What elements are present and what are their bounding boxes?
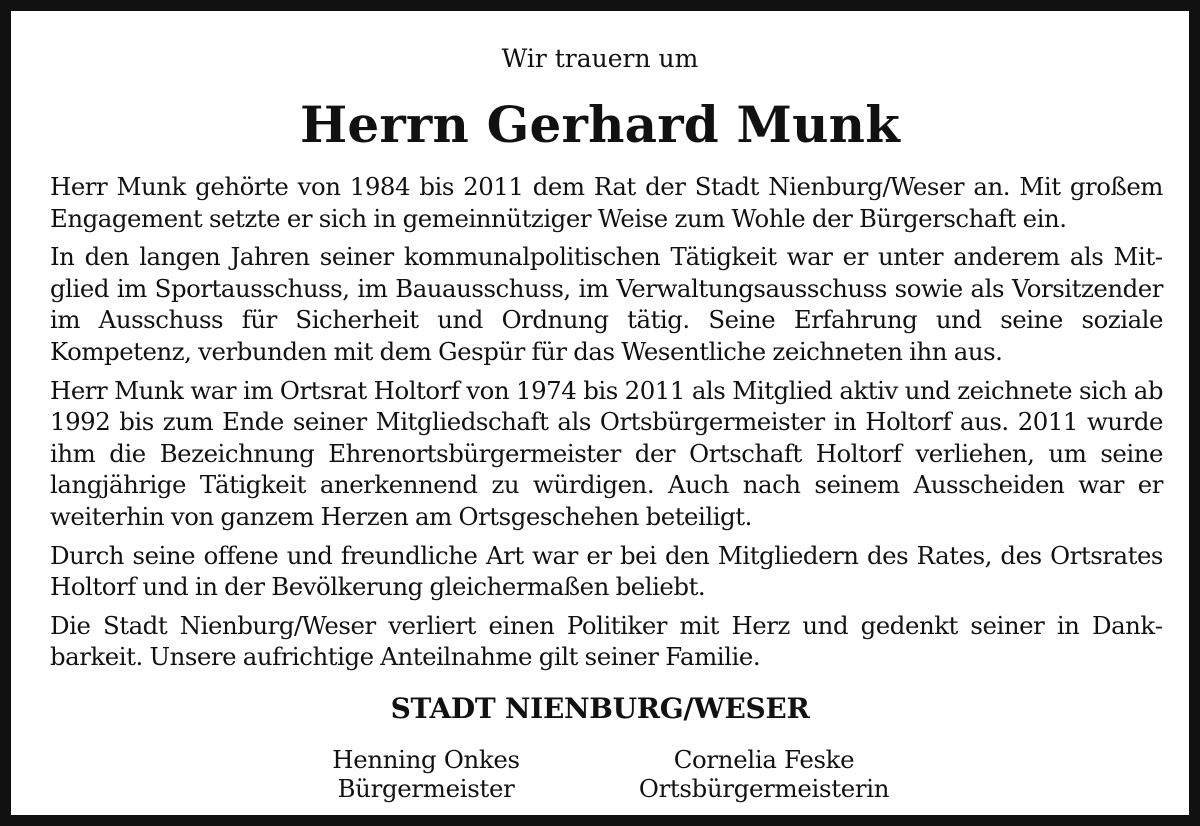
signatory-block-local-mayor	[599, 745, 929, 803]
signatory-title: Ortsbürgermeisterin	[638, 774, 890, 803]
intro-line: Wir trauern um	[501, 44, 699, 73]
body-paragraph: Die Stadt Nienburg/Weser verliert einen Politiker mit Herz und gedenkt seiner in Dankbarkeit. Unsere aufrichtige Anteilnahme gilt seiner Familie.	[50, 610, 1163, 672]
body-paragraph: In den langen Jahren seiner kommunalpolitischen Tätigkeit war er unter anderem als Mitglied im Sportausschuss, im Bauausschuss, im Verwaltungsausschuss sowie als Vorsitzender im Ausschuss für Sicherheit und Ordnung tätig. Seine Erfahrung und seine soziale Kompetenz, verbunden mit dem Gespür für das Wesentliche zeichneten ihn aus.	[50, 242, 1163, 366]
body-paragraph: Herr Munk gehörte von 1984 bis 2011 dem Rat der Stadt Nienburg/Weser an. Mit großem Engagement setzte er sich in gemeinnütziger Weise zum Wohle der Bürgerschaft ein.	[50, 172, 1163, 233]
issuer-name: STADT NIENBURG/WESER	[390, 692, 810, 725]
body-paragraph: Durch seine offene und freundliche Art war er bei den Mitgliedern des Rates, des Ortsrates Holtorf und in der Bevölkerung gleichermaßen beliebt.	[50, 540, 1163, 602]
signatory-block-mayor	[261, 745, 591, 803]
signatory-name: Henning Onkes	[332, 745, 520, 774]
signatory-title: Bürgermeister	[337, 774, 515, 803]
notice-body	[50, 171, 1163, 680]
deceased-name: Herrn Gerhard Munk	[299, 95, 901, 154]
signatory-name: Cornelia Feske	[673, 745, 855, 774]
body-paragraph: Herr Munk war im Ortsrat Holtorf von 1974 bis 2011 als Mitglied aktiv und zeichnete sich ab 1992 bis zum Ende seiner Mitgliedschaft als Ortsbürgermeister in Holtorf aus. 2011 wurde ihm die Bezeichnung Ehrenortsbürgermeister der Ortschaft Holtorf verliehen, um seine langjährige Tätigkeit anerkennend zu würdigen. Auch nach seinem Ausscheiden war er weiterhin von ganzem Herzen am Ortsgeschehen beteiligt.	[50, 375, 1163, 531]
